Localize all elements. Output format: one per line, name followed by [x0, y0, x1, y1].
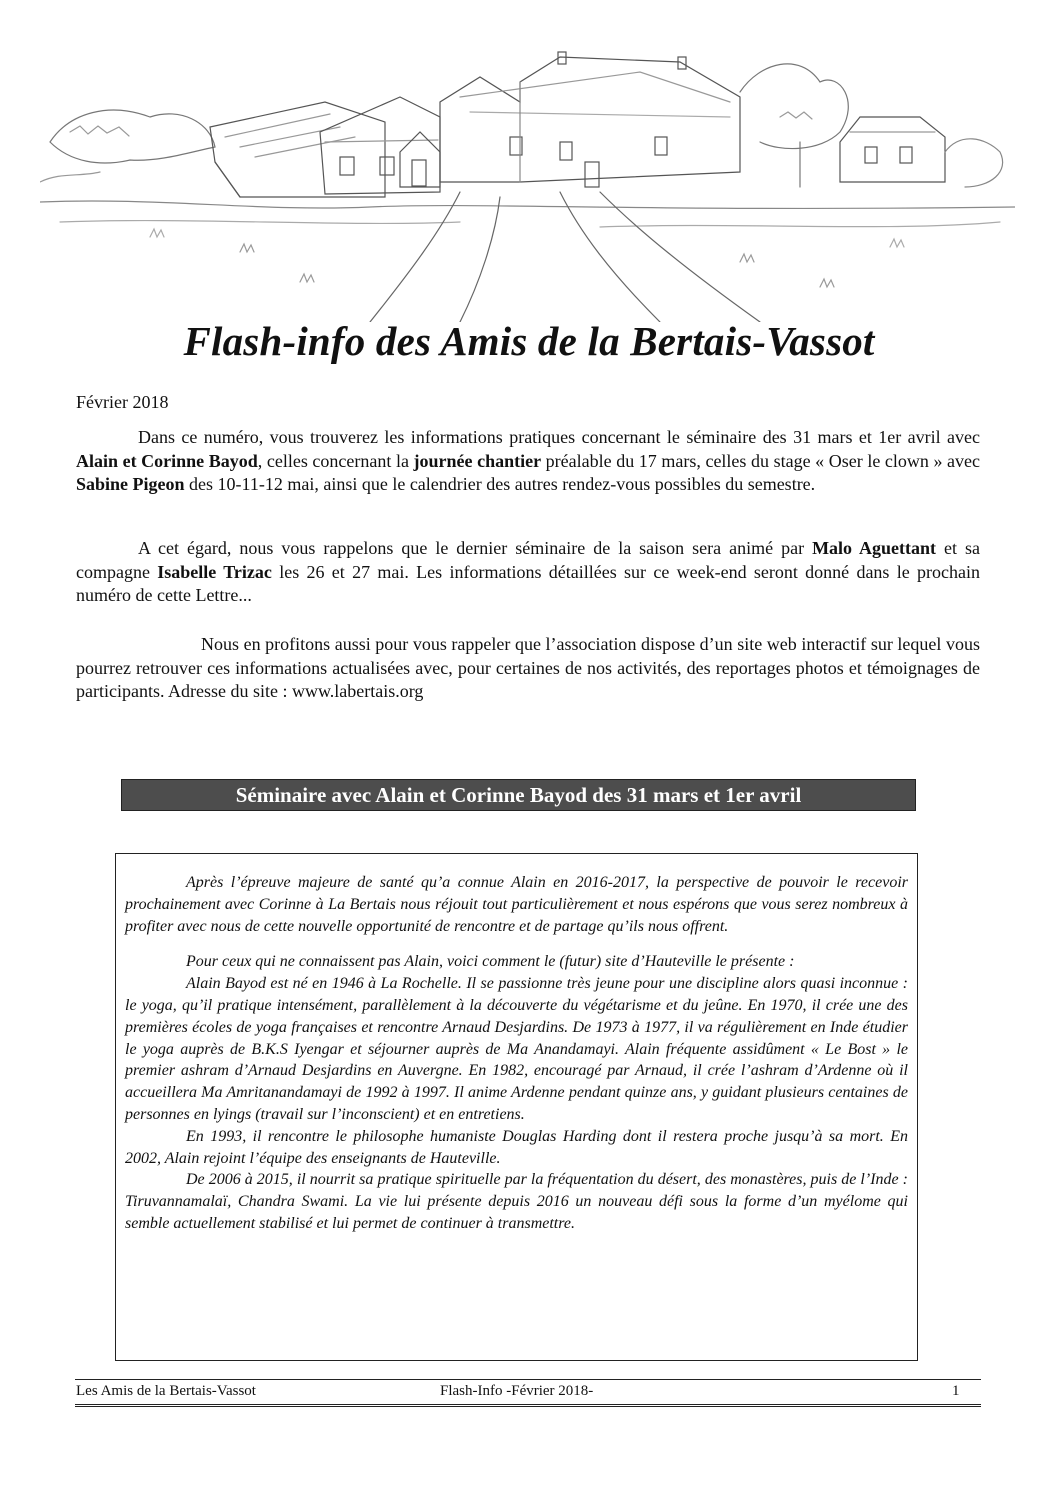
seminar-paragraph: En 1993, il rencontre le philosophe humaniste Douglas Harding dont il restera proche jusqu’à sa mort. En 2002, Alain rejoint l’équipe des enseignants de Hauteville.: [125, 1127, 908, 1167]
intro-highlight: journée chantier: [413, 450, 542, 471]
intro-paragraph-2: [76, 537, 980, 608]
page-title: Flash-info des Amis de la Bertais-Vassot: [183, 318, 875, 364]
seminar-paragraph: Après l’épreuve majeure de santé qu’a connue Alain en 2016-2017, la perspective de pouvoir le recevoir prochainement avec Corinne à La Bertais nous réjouit tout particulièrement et nous espérons que vous serez nombreux à profiter avec nous de cette nouvelle opportunité de rencontre et de partage qu’ils nous offrent.: [125, 874, 908, 935]
intro-text: , celles concernant la: [257, 450, 414, 471]
seminar-paragraph: De 2006 à 2015, il nourrit sa pratique spirituelle par la fréquentation du désert, des monastères, puis de l’Inde : Tiruvannamalaï, Chandra Swami. La vie lui présente depuis 2016 un nouveau défi sous la forme d’un myélome qui semble actuellement stabilisé et lui permet de continuer à transmettre.: [125, 1171, 908, 1232]
footer-issue: Flash-Info -Février 2018-: [440, 1383, 594, 1399]
seminar-box: [115, 853, 918, 1361]
intro-highlight: Malo Aguettant: [812, 538, 937, 558]
footer-divider: [75, 1379, 981, 1380]
intro-text: Dans ce numéro, vous trouverez les informations pratiques concernant le séminaire des 31 mars et 1er avril avec: [138, 427, 980, 447]
intro-paragraph-3: Nous en profitons aussi pour vous rappeler que l’association dispose d’un site web interactif sur lequel vous pourrez retrouver ces informations actualisées avec, pour certaines de nos activités, des reportages photos et témoignages de participants. Adresse du site : www.labertais.org: [76, 634, 980, 701]
issue-date: Février 2018: [76, 392, 169, 412]
intro-text: préalable du 17 mars, celles du stage « Oser le clown » avec: [541, 450, 981, 471]
seminar-paragraph: Alain Bayod est né en 1946 à La Rochelle. Il se passionne très jeune pour une discipline alors quasi inconnue : le yoga, qu’il pratique intensément, parallèlement à la découverte du végétarisme et du jeûne. En 1970, il crée une des premières écoles de yoga françaises et rencontre Arnaud Desjardins. De 1973 à 1977, il va régulièrement en Inde étudier le yoga auprès de B.K.S Iyengar et séjourner auprès de Ma Anandamayi. Alain fréquente assidûment « Le Bost » le premier ashram d’Arnaud Desjardins en Auvergne. En 1982, encouragé par Arnaud, il crée l’ashram d’Ardenne où il accueillera Ma Amritanandamayi de 1992 à 1997. Il anime Ardenne pendant quinze ans, y guidant plusieurs centaines de personnes en lyings (travail sur l’inconscient) et en entretiens.: [125, 975, 908, 1123]
farmhouse-illustration: [40, 22, 1015, 322]
intro-highlight: Alain et Corinne Bayod: [76, 450, 258, 471]
seminar-text: [125, 872, 908, 1235]
intro-highlight: Sabine Pigeon: [76, 474, 185, 494]
seminar-paragraph: Pour ceux qui ne connaissent pas Alain, voici comment le (futur) site d’Hauteville le présente :: [186, 953, 795, 971]
footer-association: Les Amis de la Bertais-Vassot: [76, 1383, 256, 1399]
intro-text: les 26 et 27 mai. Les informations détaillées sur ce week-end seront donné dans le prochain numéro de cette Lettre...: [76, 561, 981, 605]
footer-double-rule: [75, 1404, 981, 1407]
intro-text: des 10-11-12 mai, ainsi que le calendrier des autres rendez-vous possibles du semestre.: [184, 474, 816, 494]
intro-text: et sa compagne: [76, 538, 981, 582]
intro-highlight: Isabelle Trizac: [157, 561, 272, 582]
intro-text: A cet égard, nous vous rappelons que le dernier séminaire de la saison sera animé par: [138, 538, 813, 558]
section-heading: Séminaire avec Alain et Corinne Bayod des 31 mars et 1er avril: [121, 779, 916, 811]
page-number: 1: [952, 1383, 960, 1399]
intro-paragraph-1: [76, 426, 980, 497]
